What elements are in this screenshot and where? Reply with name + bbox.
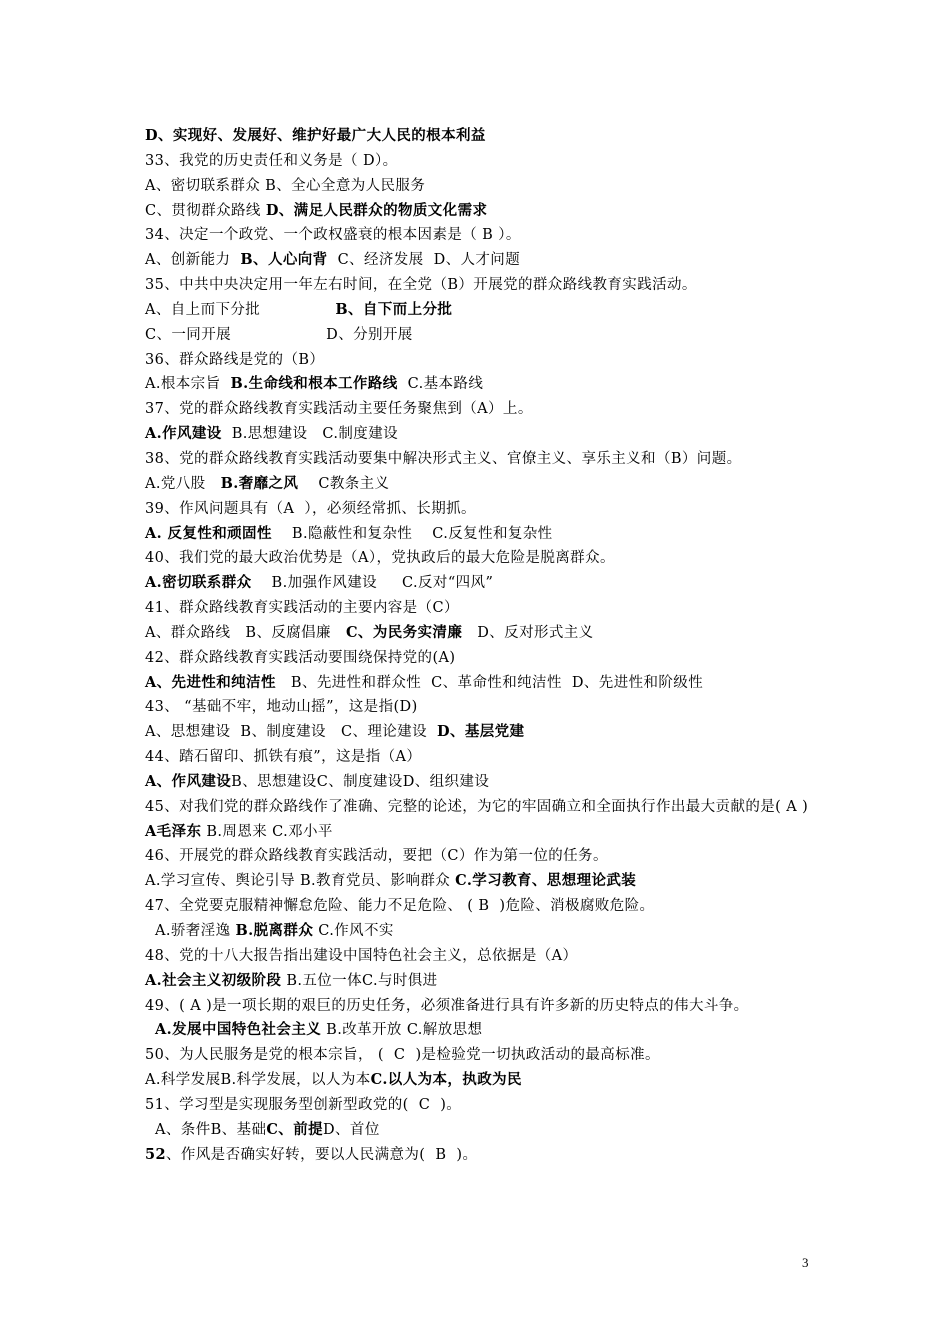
text-line xyxy=(145,372,835,397)
line-text: A、思想建设 B、制度建设 C、理论建设 xyxy=(145,724,437,741)
line-text: A.党八股 xyxy=(145,475,221,492)
line-text: 50、为人民服务是党的根本宗旨， ( C )是检验党一切执政活动的最高标准。 xyxy=(145,1047,660,1064)
text-line xyxy=(145,1118,835,1143)
text-line xyxy=(145,323,835,348)
text-line xyxy=(145,869,835,894)
line-text: C、经济发展 D、人才问题 xyxy=(327,252,521,269)
text-line xyxy=(145,149,835,174)
line-text: B.五位一体C.与时俱进 xyxy=(281,972,438,989)
line-text: 35、中共中央决定用一年左右时间，在全党（B）开展党的群众路线教育实践活动。 xyxy=(145,277,697,294)
answer-text: C、为民务实清廉 xyxy=(345,623,463,641)
answer-text: A、作风建设 xyxy=(145,772,232,790)
line-text: B.加强作风建设 C.反对“四风” xyxy=(251,575,494,592)
text-line xyxy=(145,646,835,671)
line-text: B.隐蔽性和复杂性 C.反复性和复杂性 xyxy=(271,525,553,542)
line-text: 36、群众路线是党的（B） xyxy=(145,351,325,368)
line-text: A.科学发展B.科学发展，以人为本 xyxy=(145,1072,371,1089)
text-line xyxy=(145,397,835,422)
line-text: 47、全党要克服精神懈怠危险、能力不足危险、 ( B )危险、消极腐败危险。 xyxy=(145,898,655,915)
line-text: 51、学习型是实现服务型创新型政党的( C )。 xyxy=(145,1096,462,1113)
text-line xyxy=(145,571,835,596)
answer-text: B.生命线和根本工作路线 xyxy=(230,375,398,393)
line-text: 38、党的群众路线教育实践活动要集中解决形式主义、官僚主义、享乐主义和（B）问题。 xyxy=(145,450,742,467)
line-text: 34、决定一个政党、一个政权盛衰的根本因素是（ B ）。 xyxy=(145,227,521,244)
text-line xyxy=(145,124,835,149)
text-line xyxy=(145,1018,835,1043)
line-text: B.周恩来 C.邓小平 xyxy=(201,823,333,840)
text-line xyxy=(145,546,835,571)
answer-text: A毛泽东 xyxy=(145,822,202,840)
text-line xyxy=(145,795,835,820)
text-line xyxy=(145,199,835,224)
text-line xyxy=(145,1093,835,1118)
text-line xyxy=(145,695,835,720)
answer-text: C.以人为本，执政为民 xyxy=(370,1071,522,1089)
text-line xyxy=(145,1043,835,1068)
page-number: 3 xyxy=(802,1255,809,1270)
line-text xyxy=(145,1022,155,1038)
text-line xyxy=(145,745,835,770)
text-line xyxy=(145,472,835,497)
line-text: B、先进性和群众性 C、革命性和纯洁性 D、先进性和阶级性 xyxy=(275,674,704,691)
line-text: 43、 “基础不牢，地动山摇”，这是指(D) xyxy=(145,699,418,716)
text-line xyxy=(145,248,835,273)
answer-text: B、自下而上分批 xyxy=(335,300,453,318)
line-text: A、自上而下分批 xyxy=(145,301,336,318)
text-line xyxy=(145,820,835,845)
answer-text: A.密切联系群众 xyxy=(145,574,252,592)
text-line xyxy=(145,447,835,472)
text-line xyxy=(145,422,835,447)
text-line xyxy=(145,273,835,298)
answer-text: B.奢靡之风 xyxy=(220,474,299,492)
text-line xyxy=(145,671,835,696)
line-text: B.改革开放 C.解放思想 xyxy=(321,1022,483,1039)
line-text: 39、作风问题具有（A ），必须经常抓、长期抓。 xyxy=(145,500,476,517)
answer-text: C.学习教育、思想理论武装 xyxy=(455,872,637,890)
text-line xyxy=(145,994,835,1019)
text-line xyxy=(145,174,835,199)
answer-text: A.社会主义初级阶段 xyxy=(145,971,282,989)
line-text: 48、党的十八大报告指出建设中国特色社会主义，总依据是（A） xyxy=(145,947,578,964)
text-line xyxy=(145,969,835,994)
line-text: C、一同开展 D、分别开展 xyxy=(145,326,413,343)
text-line xyxy=(145,844,835,869)
line-text: B、思想建设C、制度建设D、组织建设 xyxy=(231,773,490,790)
answer-text: B、人心向背 xyxy=(240,251,328,269)
line-text: A、密切联系群众 B、全心全意为人民服务 xyxy=(145,177,426,194)
line-text: C.作风不实 xyxy=(313,923,394,939)
text-line xyxy=(145,944,835,969)
text-line xyxy=(145,596,835,621)
line-text: A.根本宗旨 xyxy=(145,376,231,393)
line-text: 44、踏石留印、抓铁有痕”，这是指（A） xyxy=(145,749,422,766)
line-text: 40、我们党的最大政治优势是（A），党执政后的最大危险是脱离群众。 xyxy=(145,550,615,567)
line-text: C、贯彻群众路线 xyxy=(145,202,266,219)
text-line xyxy=(145,1143,835,1168)
line-text: D、反对形式主义 xyxy=(462,624,594,641)
text-line xyxy=(145,1068,835,1093)
text-line xyxy=(145,223,835,248)
answer-text: 52 xyxy=(145,1145,166,1163)
text-line xyxy=(145,497,835,522)
answer-text: D、实现好、发展好、维护好最广大人民的根本利益 xyxy=(145,127,486,144)
line-text: 、作风是否确实好转，要以人民满意为( B )。 xyxy=(165,1146,478,1163)
text-line xyxy=(145,894,835,919)
line-text: C.基本路线 xyxy=(397,376,484,393)
answer-text: A、先进性和纯洁性 xyxy=(145,673,276,691)
answer-text: A.发展中国特色社会主义 xyxy=(155,1021,322,1039)
line-text: D、首位 xyxy=(323,1121,380,1138)
text-line xyxy=(145,919,835,944)
line-text: C教条主义 xyxy=(298,475,390,492)
text-line xyxy=(145,298,835,323)
text-line xyxy=(145,770,835,795)
answer-text: A.作风建设 xyxy=(145,425,222,443)
line-text: 41、群众路线教育实践活动的主要内容是（C） xyxy=(145,600,459,617)
text-line xyxy=(145,348,835,373)
line-text: A.骄奢淫逸 xyxy=(145,923,236,939)
answer-text: D、基层党建 xyxy=(436,723,525,741)
line-text: 46、开展党的群众路线教育实践活动，要把（C）作为第一位的任务。 xyxy=(145,848,608,865)
answer-text: C、前提 xyxy=(266,1120,323,1138)
line-text: 49、( A )是一项长期的艰巨的历史任务，必须准备进行具有许多新的历史特点的伟大斗争。 xyxy=(145,997,749,1014)
question-list xyxy=(145,124,835,1167)
line-text: A、创新能力 xyxy=(145,252,241,269)
line-text: A.学习宣传、舆论引导 B.教育党员、影响群众 xyxy=(145,873,456,890)
text-line xyxy=(145,621,835,646)
answer-text: D、满足人民群众的物质文化需求 xyxy=(265,201,488,219)
line-text: 33、我党的历史责任和义务是（ D）。 xyxy=(145,152,398,169)
line-text: B.思想建设 C.制度建设 xyxy=(221,426,398,443)
line-text: 37、党的群众路线教育实践活动主要任务聚焦到（A）上。 xyxy=(145,401,533,418)
line-text: A、群众路线 B、反腐倡廉 xyxy=(145,624,346,641)
text-line xyxy=(145,720,835,745)
answer-text: B.脱离群众 xyxy=(235,922,314,939)
text-line xyxy=(145,522,835,547)
answer-text: A. 反复性和顽固性 xyxy=(145,524,272,542)
line-text: A、条件B、基础 xyxy=(145,1121,267,1138)
line-text: 42、群众路线教育实践活动要围绕保持党的(A) xyxy=(145,649,456,666)
line-text: 45、对我们党的群众路线作了准确、完整的论述，为它的牢固确立和全面执行作出最大贡献的是( A ) xyxy=(145,798,809,815)
